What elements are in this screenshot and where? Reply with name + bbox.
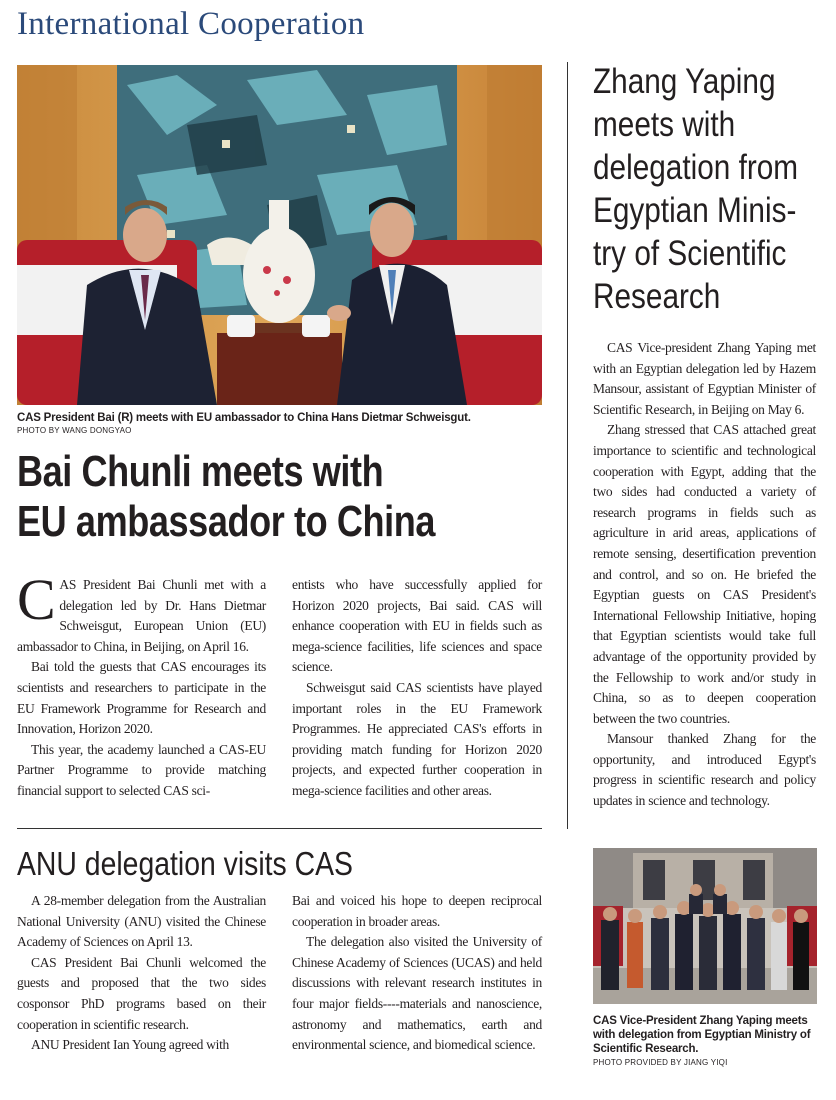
side-headline-line: Zhang Yaping <box>593 62 776 101</box>
story-divider <box>17 828 542 829</box>
dropcap-letter: C <box>17 567 56 632</box>
side-photo-credit: PHOTO PROVIDED BY JIANG YIQI <box>593 1058 728 1067</box>
anu-col1 <box>17 891 266 1056</box>
top-story-col1 <box>17 567 266 802</box>
anu-p4: The delegation also visited the University of Chinese Academy of Sciences (UCAS) and held discussions with relevant research institutes in four major fields----materials and nanoscience, astronomy and mathematics, earth and environmental science, and biomedical science. <box>292 934 542 1053</box>
top-story-p3a: This year, the academy launched a CAS-EU Partner Programme to provide matching financial support to selected CAS sci- <box>17 741 266 798</box>
main-headline <box>17 447 527 547</box>
top-photo-caption: CAS President Bai (R) meets with EU ambassador to China Hans Dietmar Schweisgut. <box>17 412 471 424</box>
section-title: International Cooperation <box>17 6 365 42</box>
main-headline-line1: Bai Chunli meets with <box>17 447 384 496</box>
column-divider <box>567 62 568 829</box>
anu-p2: CAS President Bai Chunli welcomed the guests and proposed that the two sides cosponsor PhD programs based on their cooperation in scientific research. <box>17 954 266 1032</box>
side-p2: Zhang stressed that CAS attached great importance to scientific and technological cooperation with Egypt, adding that the two sides had conducted a variety of research programs in fields such as agriculture in arid areas, applications of remote sensing, desertification prevention and control, and so on. He briefed the Egyptian guests on CAS President's International Fellowship Initiative, hoping that Egyptian scientists would take full advantage of the opportunity provided by the Fellowship to work and/or study in China, so as to deepen cooperation between the two countries. <box>593 422 816 726</box>
top-story-p4: Schweisgut said CAS scientists have played important roles in the EU Framework Programmes. He appreciated CAS's efforts in providing match funding for Horizon 2020 projects, and expected further cooperation in mega-science facilities and other areas. <box>292 679 542 798</box>
side-headline <box>593 60 834 318</box>
anu-headline: ANU delegation visits CAS <box>17 845 353 882</box>
anu-p1: A 28-member delegation from the Australian National University (ANU) visited the Chinese Academy of Sciences on April 13. <box>17 893 266 950</box>
side-headline-line: meets with <box>593 105 736 144</box>
side-headline-line: delegation from <box>593 148 799 187</box>
bai-meeting-photo <box>17 65 542 405</box>
meeting-photo-illustration <box>17 65 542 405</box>
egypt-delegation-photo <box>593 848 817 1004</box>
side-p1: CAS Vice-president Zhang Yaping met with an Egyptian delegation led by Hazem Mansour, assistant of Egyptian Minister of Scientific Research, in Beijing on May 6. <box>593 340 816 417</box>
top-story-p3b: entists who have successfully applied for Horizon 2020 projects, Bai said. CAS will enhance cooperation with EU in fields such as mega-science facilities, life sciences and space science. <box>292 577 542 675</box>
top-story-p2: Bai told the guests that CAS encourages its scientists and researchers to participate in the EU Framework Programme for Research and Innovation, Horizon 2020. <box>17 659 266 737</box>
top-story-p1: AS President Bai Chunli met with a delegation led by Dr. Hans Dietmar Schweisgut, European Union (EU) ambassador to China, in Beijing, on April 16. <box>17 577 266 654</box>
side-story-body <box>593 338 816 812</box>
side-p3: Mansour thanked Zhang for the opportunity, and introduced Egypt's progress in scientific research and policy updates in science and technology. <box>593 731 816 809</box>
main-headline-line2: EU ambassador to China <box>17 497 436 546</box>
side-headline-line: Research <box>593 277 721 316</box>
delegation-photo-illustration <box>593 848 817 1004</box>
top-photo-credit: PHOTO BY WANG DONGYAO <box>17 426 132 435</box>
top-story-col2 <box>292 575 542 802</box>
side-photo-caption: CAS Vice-President Zhang Yaping meets with delegation from Egyptian Ministry of Scientific Research. <box>593 1015 811 1055</box>
anu-p3b: Bai and voiced his hope to deepen reciprocal cooperation in broader areas. <box>292 893 542 929</box>
side-headline-line: Egyptian Minis- <box>593 191 797 230</box>
anu-col2 <box>292 891 542 1056</box>
anu-p3a: ANU President Ian Young agreed with <box>31 1037 229 1053</box>
side-headline-line: try of Scientific <box>593 234 787 273</box>
